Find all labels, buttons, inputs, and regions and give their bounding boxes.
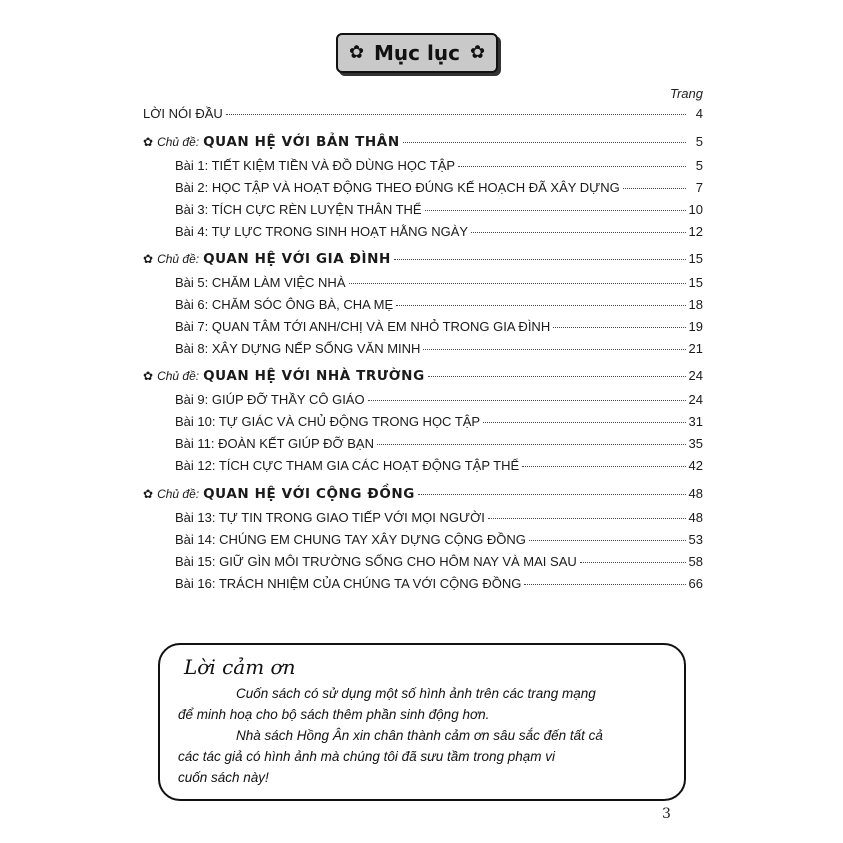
topic-prefix: Chủ đề: [157, 252, 200, 266]
toc-entry-page: 5 [695, 134, 703, 149]
toc-entry-page: 48 [688, 510, 703, 525]
toc-entry-page: 48 [688, 486, 703, 501]
topic-name: QUAN HỆ VỚI NHÀ TRƯỜNG [203, 368, 425, 384]
toc-entry-label: Bài 3: TÍCH CỰC RÈN LUYỆN THÂN THỂ [175, 202, 422, 217]
dot-leader [423, 349, 685, 350]
page-number: 3 [662, 806, 671, 822]
topic-prefix: Chủ đề: [157, 369, 200, 383]
toc-lesson [175, 202, 703, 220]
dot-leader [623, 188, 686, 189]
toc-entry-page: 18 [688, 297, 703, 312]
topic-prefix: Chủ đề: [157, 487, 200, 501]
dot-leader [226, 114, 686, 115]
acknowledgement-box [158, 643, 686, 801]
toc-entry-page: 24 [688, 368, 703, 383]
topic-name: QUAN HỆ VỚI GIA ĐÌNH [203, 251, 391, 267]
dot-leader [488, 518, 686, 519]
toc-lesson [175, 510, 703, 528]
toc-entry-page: 53 [688, 532, 703, 547]
toc-entry-label: Bài 8: XÂY DỰNG NẾP SỐNG VĂN MINH [175, 341, 421, 356]
toc-lesson [175, 275, 703, 293]
toc-lesson [175, 158, 703, 176]
dot-leader [396, 305, 685, 306]
toc-entry-page: 66 [688, 576, 703, 591]
dot-leader [403, 142, 686, 143]
toc-lesson [175, 554, 703, 572]
dot-leader [458, 166, 686, 167]
toc-entry-label: Bài 6: CHĂM SÓC ÔNG BÀ, CHA MẸ [175, 297, 394, 312]
toc-entry-page: 21 [688, 341, 703, 356]
page-column-label: Trang [670, 86, 703, 101]
toc-entry-page: 31 [688, 414, 703, 429]
toc-entry-label: Bài 13: TỰ TIN TRONG GIAO TIẾP VỚI MỌI NGƯỜI [175, 510, 485, 525]
toc-entry-page: 12 [688, 224, 703, 239]
acknowledgement-line: Nhà sách Hồng Ân xin chân thành cảm ơn sâu sắc đến tất cả [236, 728, 603, 743]
topic-name: QUAN HỆ VỚI CỘNG ĐỒNG [203, 486, 415, 502]
acknowledgement-line: các tác giả có hình ảnh mà chúng tôi đã sưu tầm trong phạm vi [178, 749, 556, 764]
toc-entry-label: Bài 12: TÍCH CỰC THAM GIA CÁC HOẠT ĐỘNG TẬP THỂ [175, 458, 520, 473]
flower-icon: ✿ [348, 42, 365, 63]
acknowledgement-line: để minh hoạ cho bộ sách thêm phần sinh động hơn. [178, 707, 490, 722]
flower-icon: ✿ [143, 135, 154, 149]
dot-leader [418, 494, 686, 495]
toc-lesson [175, 414, 703, 432]
dot-leader [394, 259, 686, 260]
toc-entry-page: 4 [695, 106, 703, 121]
dot-leader [377, 444, 686, 445]
toc-entry-label: Bài 10: TỰ GIÁC VÀ CHỦ ĐỘNG TRONG HỌC TẬP [175, 414, 481, 429]
toc-entry-page: 7 [695, 180, 703, 195]
dot-leader [529, 540, 686, 541]
dot-leader [471, 232, 685, 233]
dot-leader [524, 584, 685, 585]
toc-entry-label: Bài 4: TỰ LỰC TRONG SINH HOẠT HẰNG NGÀY [175, 224, 469, 239]
dot-leader [580, 562, 686, 563]
toc-lesson [175, 180, 703, 198]
flower-icon: ✿ [143, 252, 154, 266]
toc-entry-label: LỜI NÓI ĐẦU [143, 106, 223, 121]
toc-topic [143, 486, 703, 504]
toc-entry-page: 35 [688, 436, 703, 451]
toc-lesson [175, 392, 703, 410]
toc-entry-page: 19 [688, 319, 703, 334]
toc-entry-label: Bài 11: ĐOÀN KẾT GIÚP ĐỠ BẠN [175, 436, 374, 451]
toc-lesson [175, 458, 703, 476]
dot-leader [425, 210, 686, 211]
dot-leader [553, 327, 685, 328]
acknowledgement-line: Cuốn sách có sử dụng một số hình ảnh trên các trang mạng [236, 686, 596, 701]
dot-leader [483, 422, 685, 423]
dot-leader [349, 283, 686, 284]
toc-preface [143, 106, 703, 124]
page-title: Mục lục [374, 41, 460, 65]
toc-entry-page: 24 [688, 392, 703, 407]
toc-entry-page: 10 [688, 202, 703, 217]
toc-entry-page: 15 [688, 251, 703, 266]
toc-entry-label: Bài 14: CHÚNG EM CHUNG TAY XÂY DỰNG CỘNG ĐỒNG [175, 532, 526, 547]
topic-prefix: Chủ đề: [157, 135, 200, 149]
toc-entry-page: 58 [688, 554, 703, 569]
toc-entry-label: Bài 7: QUAN TÂM TỚI ANH/CHỊ VÀ EM NHỎ TRONG GIA ĐÌNH [175, 319, 551, 334]
flower-icon: ✿ [143, 369, 154, 383]
dot-leader [522, 466, 685, 467]
acknowledgement-line: cuốn sách này! [178, 770, 269, 785]
toc-lesson [175, 532, 703, 550]
toc-entry-label: Bài 5: CHĂM LÀM VIỆC NHÀ [175, 275, 346, 290]
toc-entry-page: 5 [695, 158, 703, 173]
toc-title-box [336, 33, 498, 73]
toc-entry-label: Bài 1: TIẾT KIỆM TIỀN VÀ ĐỒ DÙNG HỌC TẬP [175, 158, 456, 173]
flower-icon: ✿ [143, 487, 154, 501]
acknowledgement-title: Lời cảm ơn [184, 655, 296, 679]
toc-lesson [175, 576, 703, 594]
toc-entry-label: Bài 15: GIỮ GÌN MÔI TRƯỜNG SỐNG CHO HÔM NAY VÀ MAI SAU [175, 554, 577, 569]
flower-icon: ✿ [469, 42, 486, 63]
toc-entry-page: 15 [688, 275, 703, 290]
dot-leader [428, 376, 686, 377]
toc-lesson [175, 319, 703, 337]
toc-entry-label: Bài 2: HỌC TẬP VÀ HOẠT ĐỘNG THEO ĐÚNG KẾ HOẠCH ĐÃ XÂY DỰNG [175, 180, 620, 195]
toc-entry-label: Bài 9: GIÚP ĐỠ THẦY CÔ GIÁO [175, 392, 365, 407]
toc-lesson [175, 436, 703, 454]
toc-lesson [175, 341, 703, 359]
toc-entry-label: Bài 16: TRÁCH NHIỆM CỦA CHÚNG TA VỚI CỘNG ĐỒNG [175, 576, 522, 591]
dot-leader [368, 400, 686, 401]
toc-lesson [175, 224, 703, 242]
toc-topic [143, 134, 703, 152]
toc-topic [143, 251, 703, 269]
topic-name: QUAN HỆ VỚI BẢN THÂN [203, 134, 400, 150]
toc-topic [143, 368, 703, 386]
toc-entry-page: 42 [688, 458, 703, 473]
toc-lesson [175, 297, 703, 315]
